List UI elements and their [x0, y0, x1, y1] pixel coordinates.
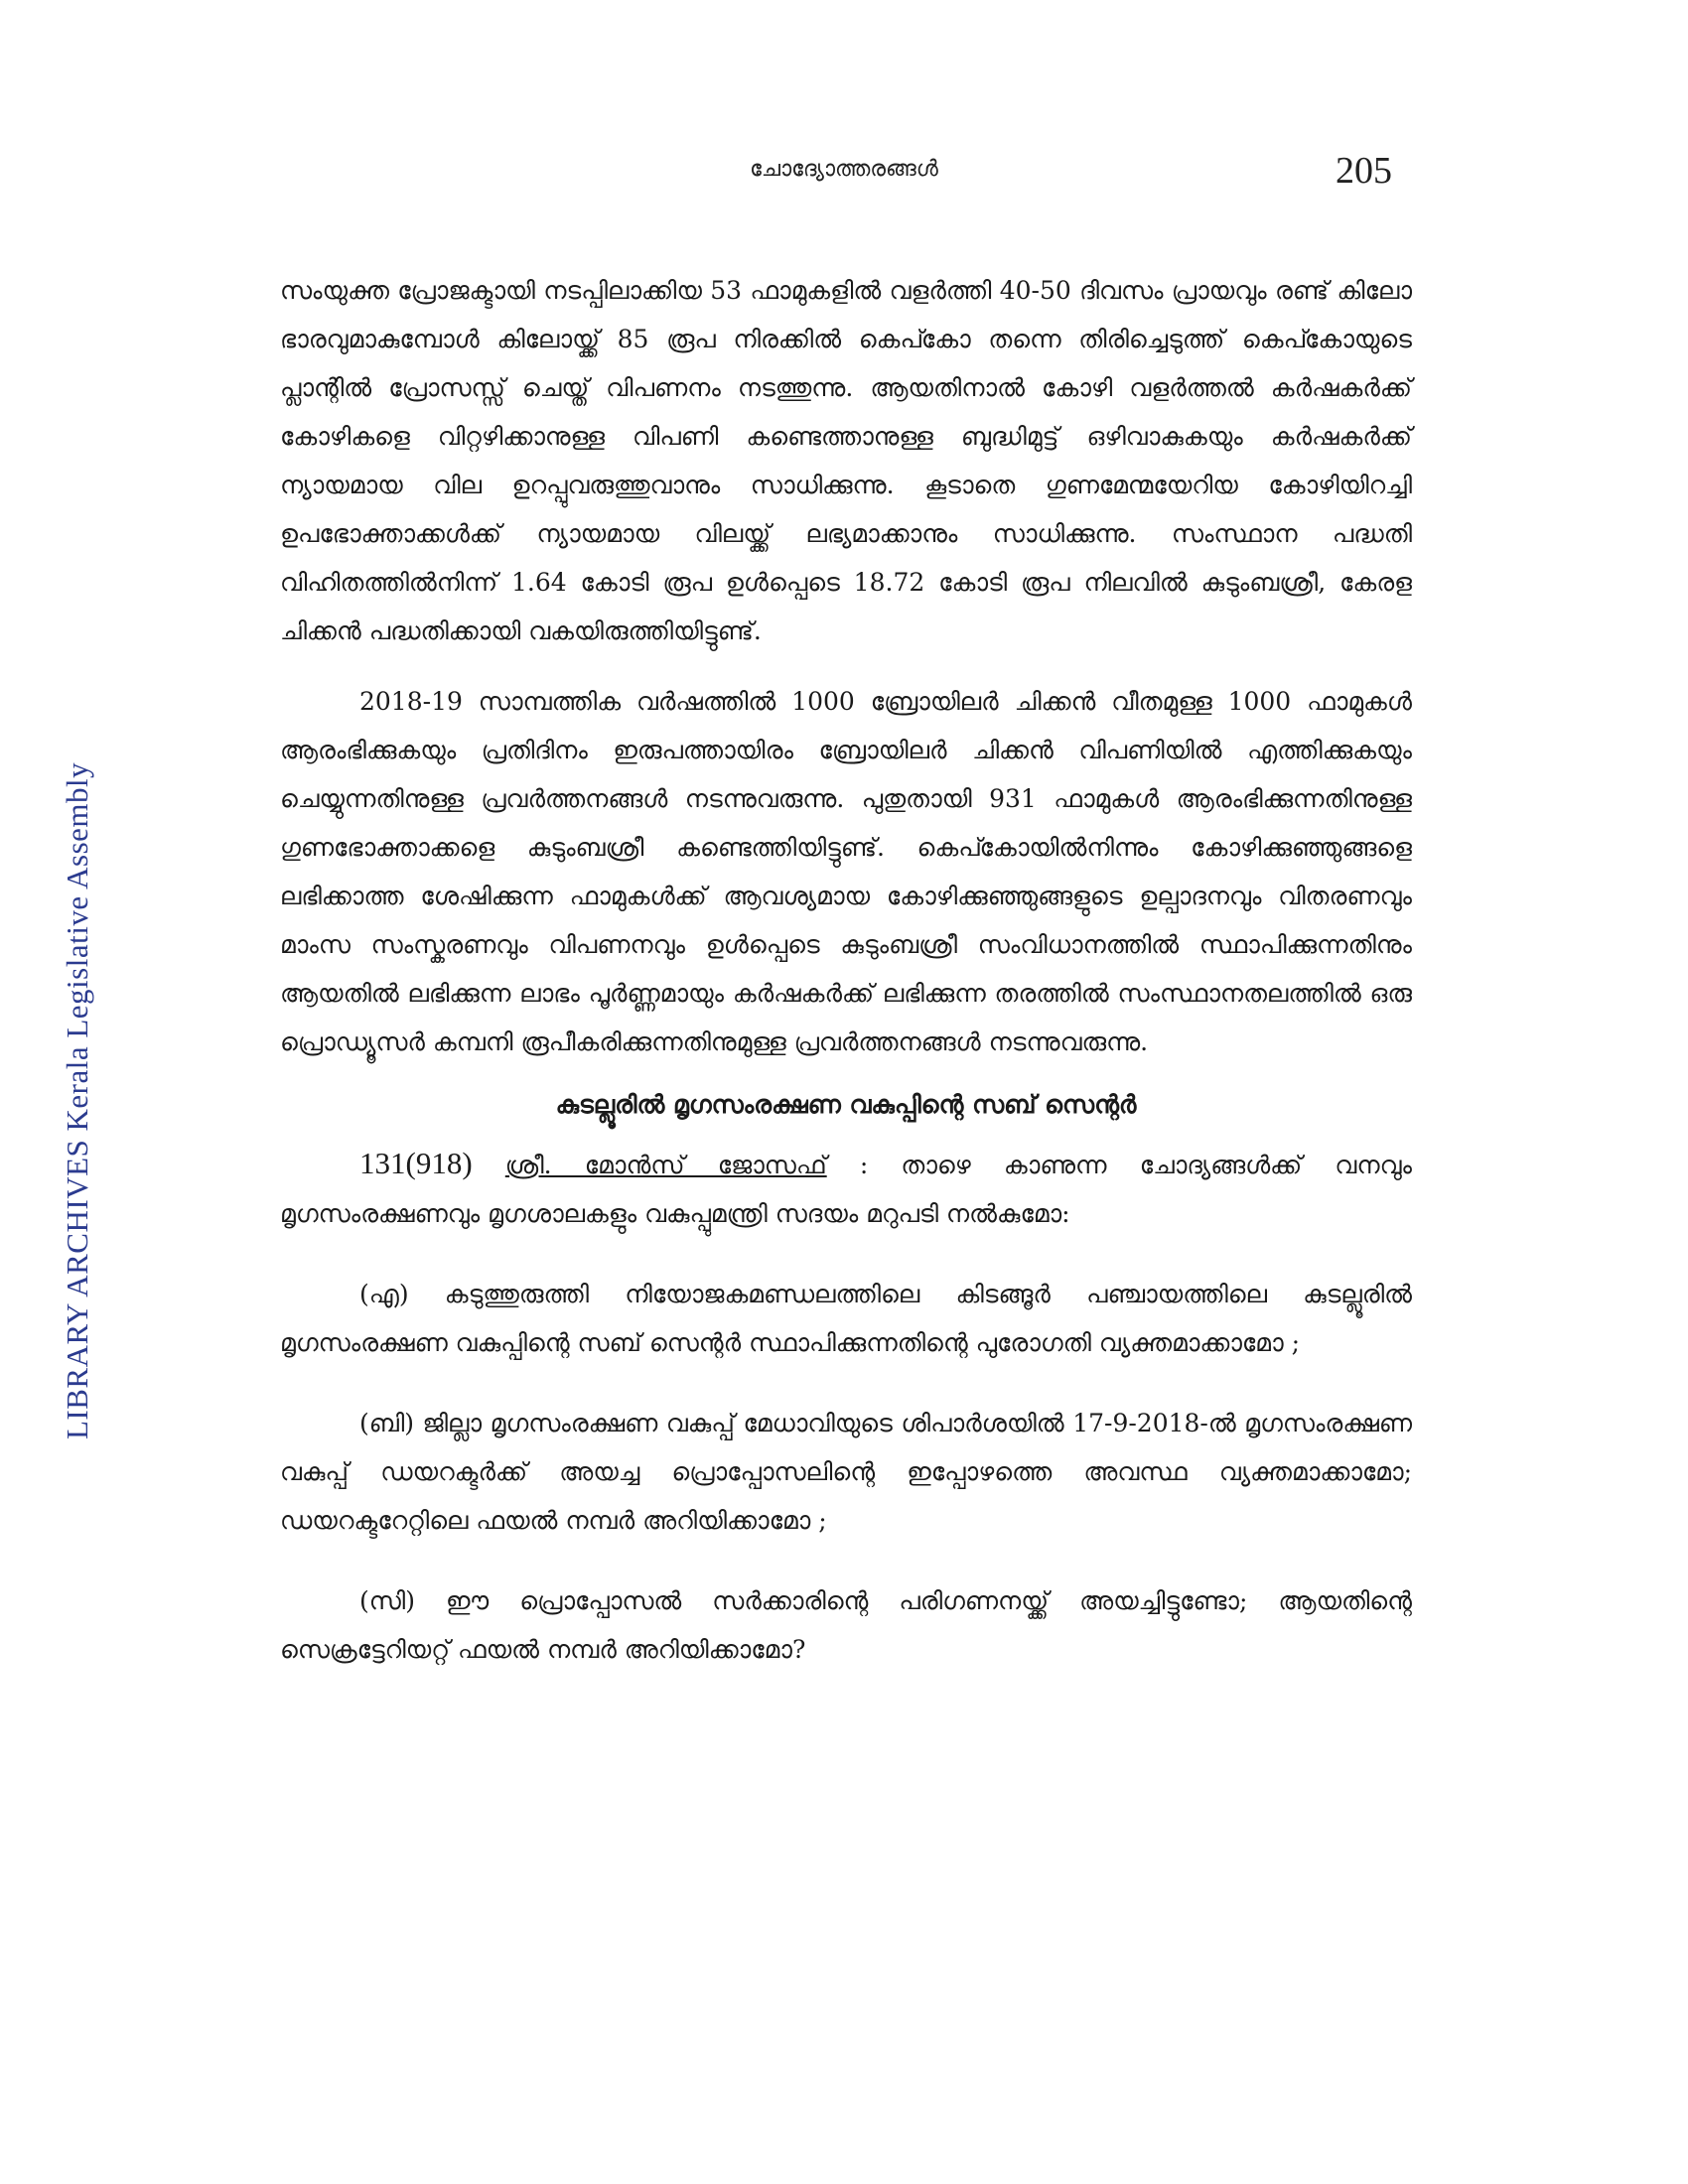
- section-heading: കുടല്ലൂരിൽ മൃഗസംരക്ഷണ വകുപ്പിന്റെ സബ് സെന്റർ: [555, 1090, 1137, 1119]
- page-number: 205: [1336, 150, 1392, 192]
- question-intro-text: : താഴെ കാണുന്ന ചോദ്യങ്ങൾക്ക് വനവും മൃഗസംരക്ഷണവും മൃഗശാലകളും വകുപ്പുമന്ത്രി സദയം മറുപടി നൽകുമോ:: [280, 1151, 1412, 1228]
- member-name: ശ്രീ. മോൻസ് ജോസഫ്: [504, 1151, 827, 1179]
- archive-watermark: LIBRARY ARCHIVES Kerala Legislative Assembly: [60, 761, 94, 1439]
- question-b: (ബി) ജില്ലാ മൃഗസംരക്ഷണ വകുപ്പ് മേധാവിയുടെ ശിപാർശയിൽ 17-9-2018-ൽ മൃഗസംരക്ഷണ വകുപ്പ് ഡയറക്ടർക്ക് അയച്ച പ്രൊപ്പോസലിന്റെ ഇപ്പോഴത്തെ അവസ്ഥ വ്യക്തമാക്കാമോ; ഡയറക്ടറേറ്റിലെ ഫയൽ നമ്പർ അറിയിക്കാമോ ;: [280, 1409, 1412, 1535]
- answer-paragraph-2: 2018-19 സാമ്പത്തിക വർഷത്തിൽ 1000 ബ്രോയിലർ ചിക്കൻ വീതമുള്ള 1000 ഫാമുകൾ ആരംഭിക്കുകയും പ്രതിദിനം ഇരുപത്തായിരം ബ്രോയിലർ ചിക്കൻ വിപണിയിൽ എത്തിക്കുകയും ചെയ്യുന്നതിനുള്ള പ്രവർത്തനങ്ങൾ നടന്നുവരുന്നു. പുതുതായി 931 ഫാമുകൾ ആരംഭിക്കുന്നതിനുള്ള ഗുണഭോക്താക്കളെ കുടുംബശ്രീ കണ്ടെത്തിയിട്ടുണ്ട്. കെപ്കോയിൽനിന്നും കോഴിക്കുഞ്ഞുങ്ങളെ ലഭിക്കാത്ത ശേഷിക്കുന്ന ഫാമുകൾക്ക് ആവശ്യമായ കോഴിക്കുഞ്ഞുങ്ങളുടെ ഉല്പാദനവും വിതരണവും മാംസ സംസ്കരണവും വിപണനവും ഉൾപ്പെടെ കുടുംബശ്രീ സംവിധാനത്തിൽ സ്ഥാപിക്കുന്നതിനും ആയതിൽ ലഭിക്കുന്ന ലാഭം പൂർണ്ണമായും കർഷകർക്ക് ലഭിക്കുന്ന തരത്തിൽ സംസ്ഥാനതലത്തിൽ ഒരു പ്രൊഡ്യൂസർ കമ്പനി രൂപീകരിക്കുന്നതിനുമുള്ള പ്രവർത്തനങ്ങൾ നടന്നുവരുന്നു.: [280, 687, 1412, 1056]
- question-number: 131(918): [359, 1146, 473, 1180]
- page-body: [280, 266, 1412, 1674]
- answer-paragraph-1: സംയുക്ത പ്രോജക്ടായി നടപ്പിലാക്കിയ 53 ഫാമുകളിൽ വളർത്തി 40-50 ദിവസം പ്രായവും രണ്ട് കിലോ ഭാരവുമാകുമ്പോൾ കിലോയ്ക്ക് 85 രൂപ നിരക്കിൽ കെപ്കോ തന്നെ തിരിച്ചെടുത്ത് കെപ്കോയുടെ പ്ലാന്റിൽ പ്രോസസ്സ് ചെയ്ത് വിപണനം നടത്തുന്നു. ആയതിനാൽ കോഴി വളർത്തൽ കർഷകർക്ക് കോഴികളെ വിറ്റഴിക്കാനുള്ള വിപണി കണ്ടെത്താനുള്ള ബുദ്ധിമുട്ട് ഒഴിവാകുകയും കർഷകർക്ക് ന്യായമായ വില ഉറപ്പുവരുത്തുവാനും സാധിക്കുന്നു. കൂടാതെ ഗുണമേന്മയേറിയ കോഴിയിറച്ചി ഉപഭോക്താക്കൾക്ക് ന്യായമായ വിലയ്ക്ക് ലഭ്യമാക്കാനും സാധിക്കുന്നു. സംസ്ഥാന പദ്ധതി വിഹിതത്തിൽനിന്ന് 1.64 കോടി രൂപ ഉൾപ്പെടെ 18.72 കോടി രൂപ നിലവിൽ കുടുംബശ്രീ, കേരള ചിക്കൻ പദ്ധതിക്കായി വകയിരുത്തിയിട്ടുണ്ട്.: [280, 276, 1412, 645]
- running-title: ചോദ്യോത്തരങ്ങൾ: [750, 157, 938, 182]
- question-a: (എ) കടുത്തുരുത്തി നിയോജകമണ്ഡലത്തിലെ കിടങ്ങൂർ പഞ്ചായത്തിലെ കുടല്ലൂരിൽ മൃഗസംരക്ഷണ വകുപ്പിന്റെ സബ് സെന്റർ സ്ഥാപിക്കുന്നതിന്റെ പുരോഗതി വ്യക്തമാക്കാമോ ;: [280, 1280, 1412, 1357]
- question-c: (സി) ഈ പ്രൊപ്പോസൽ സർക്കാരിന്റെ പരിഗണനയ്ക്ക് അയച്ചിട്ടുണ്ടോ; ആയതിന്റെ സെക്രട്ടേറിയറ്റ് ഫയൽ നമ്പർ അറിയിക്കാമോ?: [280, 1586, 1412, 1664]
- question-intro: [280, 1139, 1412, 1238]
